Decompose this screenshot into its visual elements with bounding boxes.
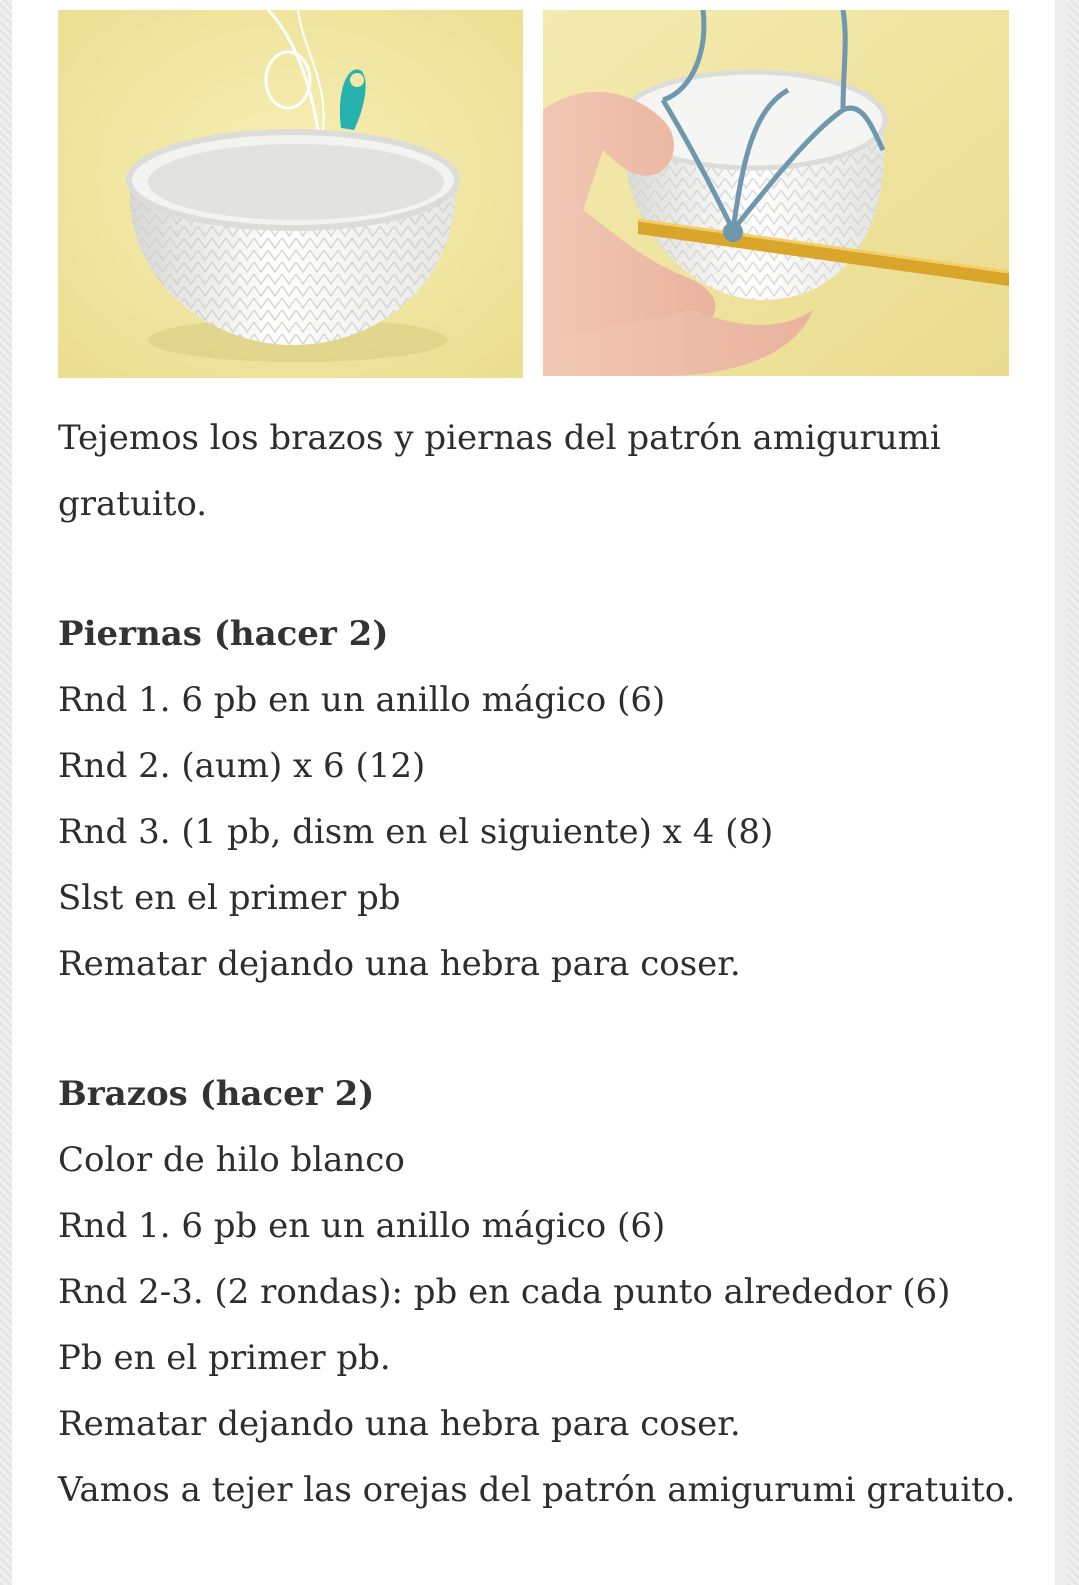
outro-paragraph: Vamos a tejer las orejas del patrón amigurumi gratuito. xyxy=(58,1470,1016,1510)
page-edge-left xyxy=(0,0,12,1585)
legs-line-1: Rnd 1. 6 pb en un anillo mágico (6) xyxy=(58,680,666,720)
page-edge-right xyxy=(1067,0,1079,1585)
photo-crochet-bowl-image xyxy=(58,10,523,378)
legs-heading: Piernas (hacer 2) xyxy=(58,614,389,654)
legs-line-3: Rnd 3. (1 pb, dism en el siguiente) x 4 (8) xyxy=(58,812,774,852)
arms-line-4: Pb en el primer pb. xyxy=(58,1338,391,1378)
arms-line-2: Rnd 1. 6 pb en un anillo mágico (6) xyxy=(58,1206,666,1246)
legs-line-4: Slst en el primer pb xyxy=(58,878,401,918)
photo-hands-crochet-hook[interactable] xyxy=(543,10,1009,376)
arms-heading: Brazos (hacer 2) xyxy=(58,1074,375,1114)
photo-crochet-bowl[interactable] xyxy=(58,10,523,378)
photo-gallery xyxy=(58,10,1009,378)
arms-line-5: Rematar dejando una hebra para coser. xyxy=(58,1404,741,1444)
legs-line-5: Rematar dejando una hebra para coser. xyxy=(58,944,741,984)
pattern-text xyxy=(58,405,1033,1523)
article xyxy=(12,0,1055,1585)
arms-line-1: Color de hilo blanco xyxy=(58,1140,405,1180)
arms-line-3: Rnd 2-3. (2 rondas): pb en cada punto alrededor (6) xyxy=(58,1272,951,1312)
intro-paragraph: Tejemos los brazos y piernas del patrón amigurumi gratuito. xyxy=(58,418,941,524)
photo-hands-crochet-hook-image xyxy=(543,10,1009,376)
legs-line-2: Rnd 2. (aum) x 6 (12) xyxy=(58,746,426,786)
